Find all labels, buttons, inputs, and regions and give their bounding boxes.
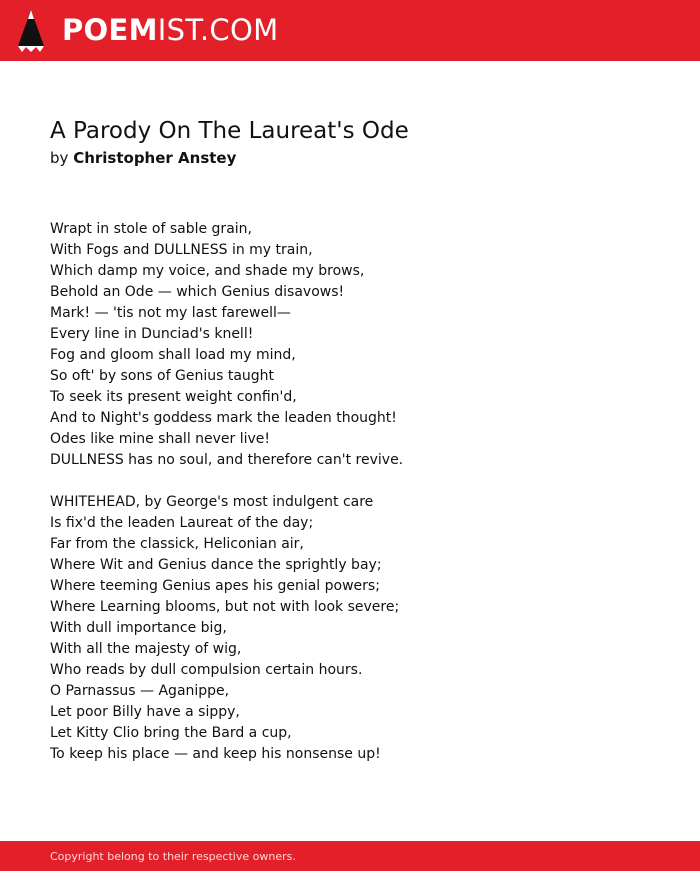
poem-line: Fog and gloom shall load my mind, bbox=[50, 347, 296, 363]
poem-line: Where teeming Genius apes his genial powers; bbox=[50, 578, 380, 594]
poem-line: Is fix'd the leaden Laureat of the day; bbox=[50, 515, 314, 531]
poem-line: With Fogs and DULLNESS in my train, bbox=[50, 242, 313, 258]
poem-line: Who reads by dull compulsion certain hours. bbox=[50, 662, 363, 678]
poem-line: DULLNESS has no soul, and therefore can't revive. bbox=[50, 452, 404, 468]
byline bbox=[50, 148, 236, 169]
poem-line: O Parnassus — Aganippe, bbox=[50, 683, 230, 699]
poem-line: Where Wit and Genius dance the sprightly bay; bbox=[50, 557, 382, 573]
copyright-notice: Copyright belong to their respective owners. bbox=[50, 850, 296, 863]
poem-title: A Parody On The Laureat's Ode bbox=[50, 118, 409, 144]
poem-line: To seek its present weight confin'd, bbox=[50, 389, 297, 405]
brand-name-light: IST.COM bbox=[157, 13, 279, 47]
poem-line: Let Kitty Clio bring the Bard a cup, bbox=[50, 725, 292, 741]
poem-line: Wrapt in stole of sable grain, bbox=[50, 221, 252, 237]
site-logo[interactable] bbox=[62, 11, 278, 49]
poem-line: With all the majesty of wig, bbox=[50, 641, 242, 657]
poem-line: Mark! — 'tis not my last farewell— bbox=[50, 305, 291, 321]
poem-line: Every line in Dunciad's knell! bbox=[50, 326, 254, 342]
poem-line: WHITEHEAD, by George's most indulgent care bbox=[50, 494, 374, 510]
by-label: by bbox=[50, 149, 69, 167]
poem-line: To keep his place — and keep his nonsense up! bbox=[50, 746, 381, 762]
poem-line: Which damp my voice, and shade my brows, bbox=[50, 263, 365, 279]
poem-line: Odes like mine shall never live! bbox=[50, 431, 271, 447]
brand-name-strong: POEM bbox=[62, 13, 158, 47]
stanza-2 bbox=[50, 492, 403, 765]
poem-line: And to Night's goddess mark the leaden thought! bbox=[50, 410, 397, 426]
poem-line: Behold an Ode — which Genius disavows! bbox=[50, 284, 345, 300]
site-header bbox=[0, 0, 700, 61]
poem-line: Where Learning blooms, but not with look severe; bbox=[50, 599, 400, 615]
poem-line: So oft' by sons of Genius taught bbox=[50, 368, 275, 384]
poem-line: With dull importance big, bbox=[50, 620, 227, 636]
site-footer bbox=[0, 841, 700, 871]
poem-line: Let poor Billy have a sippy, bbox=[50, 704, 240, 720]
poem-line: Far from the classick, Heliconian air, bbox=[50, 536, 304, 552]
stanza-1 bbox=[50, 219, 403, 471]
pencil-icon[interactable] bbox=[18, 10, 44, 52]
poem-body bbox=[50, 219, 403, 786]
author-name: Christopher Anstey bbox=[73, 149, 237, 167]
